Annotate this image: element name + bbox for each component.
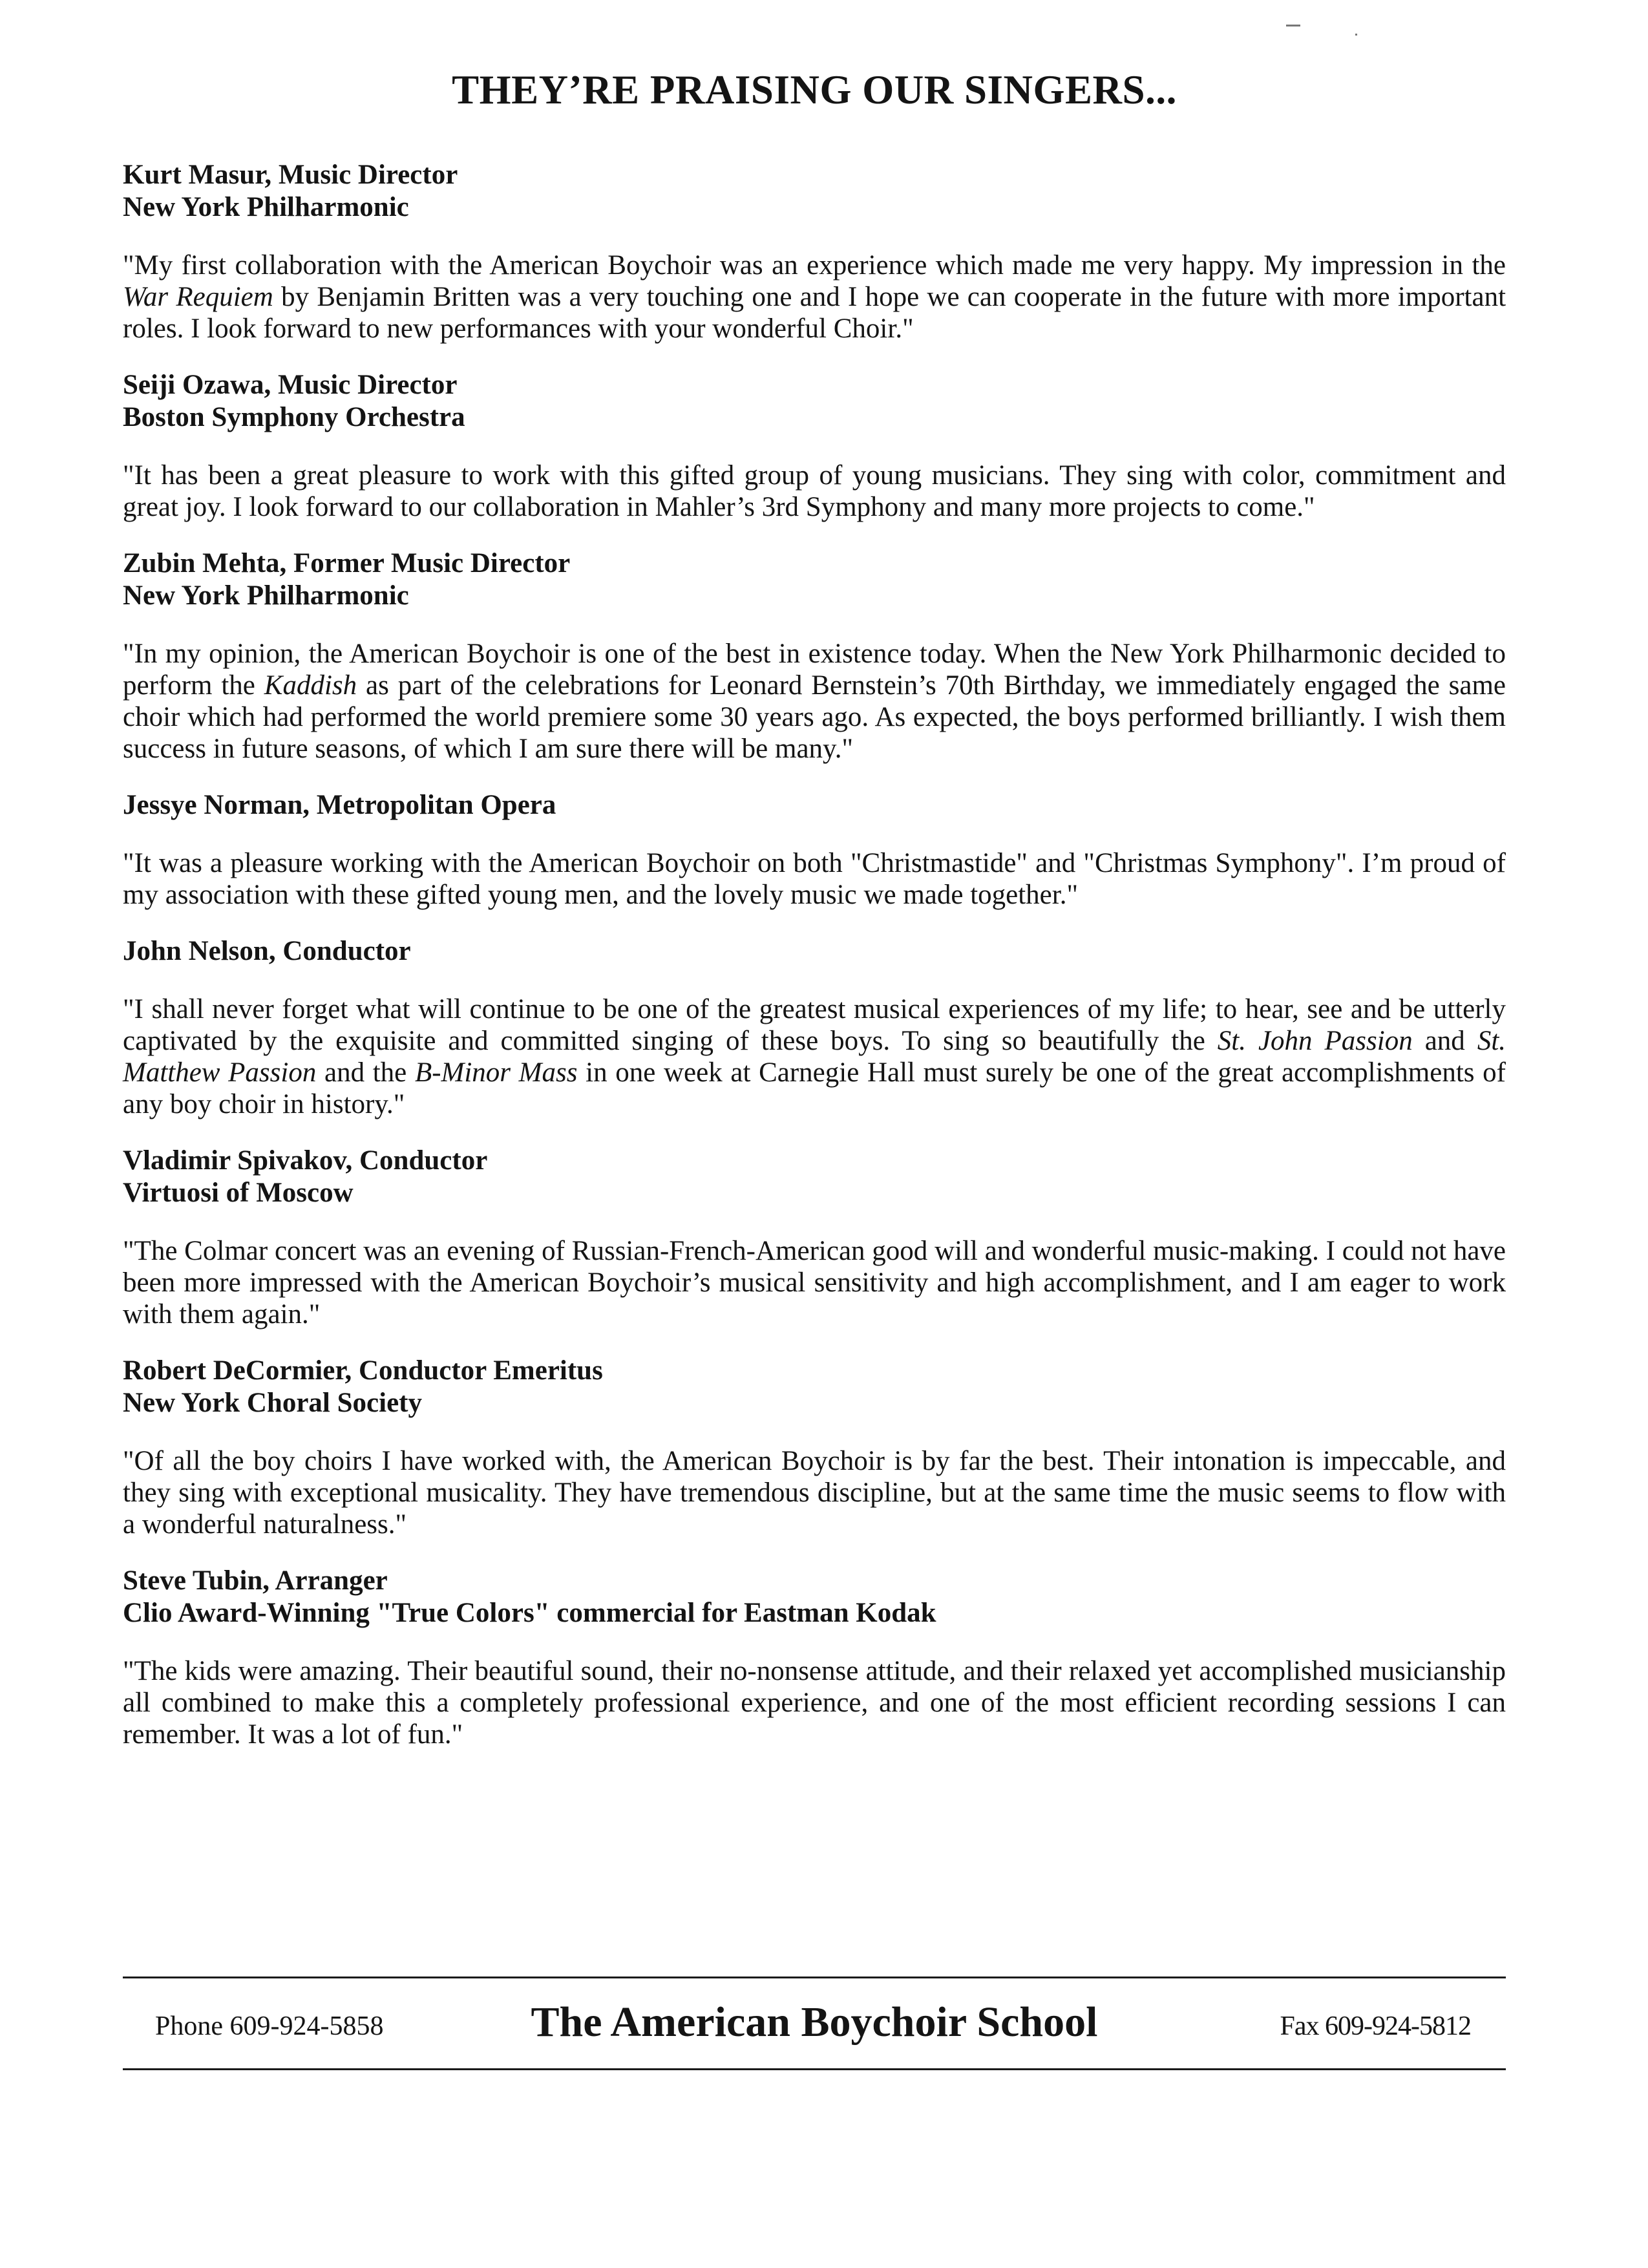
testimonial-quote bbox=[123, 249, 1506, 344]
testimonial bbox=[123, 789, 1506, 911]
footer-top-rule bbox=[123, 1977, 1506, 1978]
quote-italic-title: St. John Passion bbox=[1217, 1026, 1413, 1056]
testimonial-affiliation: Virtuosi of Moscow bbox=[123, 1178, 354, 1208]
testimonial-author: Robert DeCormier, Conductor Emeritus bbox=[123, 1355, 603, 1386]
scan-speck bbox=[1355, 34, 1357, 36]
testimonial bbox=[123, 1145, 1506, 1330]
testimonials-list bbox=[123, 159, 1506, 1775]
quote-text: "In my opinion, the American Boychoir is one of the best in existence today. When the New York Philharmonic decided to perform the bbox=[123, 639, 1506, 701]
testimonial-author: Kurt Masur, Music Director bbox=[123, 160, 458, 190]
testimonial-quote bbox=[123, 1445, 1506, 1540]
footer-school-name: The American Boychoir School bbox=[531, 1998, 1098, 2046]
quote-text: "It was a pleasure working with the American Boychoir on both "Christmastide" and "Christmas Symphony". I’m proud of my association with these gifted young men, and the lovely music we made together." bbox=[123, 848, 1506, 910]
testimonial-author: Seiji Ozawa, Music Director bbox=[123, 370, 458, 400]
quote-italic-title: Kaddish bbox=[264, 670, 357, 701]
footer-fax: Fax 609-924-5812 bbox=[1280, 2011, 1471, 2041]
testimonial-author: Zubin Mehta, Former Music Director bbox=[123, 548, 571, 578]
testimonial-author: Vladimir Spivakov, Conductor bbox=[123, 1145, 488, 1176]
scan-speck bbox=[1286, 25, 1300, 26]
testimonial-affiliation: New York Choral Society bbox=[123, 1388, 422, 1418]
testimonial-affiliation: New York Philharmonic bbox=[123, 580, 409, 611]
testimonial-quote bbox=[123, 460, 1506, 523]
testimonial-quote bbox=[123, 1235, 1506, 1330]
quote-text: "The kids were amazing. Their beautiful sound, their no-nonsense attitude, and their relaxed yet accomplished musicianship all combined to make this a completely professional experience, and one of the most efficient recording sessions I can remember. It was a lot of fun." bbox=[123, 1656, 1506, 1750]
quote-text: "The Colmar concert was an evening of Russian-French-American good will and wonderful music-making. I could not have been more impressed with the American Boychoir’s musical sensitivity and high accomplishment, and I am eager to work with them again." bbox=[123, 1236, 1506, 1330]
testimonial-affiliation: New York Philharmonic bbox=[123, 192, 409, 222]
testimonial-quote bbox=[123, 847, 1506, 911]
footer bbox=[123, 1991, 1506, 2055]
quote-text: "I shall never forget what will continue to be one of the greatest musical experiences of my life; to hear, see and be utterly captivated by the exquisite and committed singing of these boys. To sing so beautifully the bbox=[123, 994, 1506, 1056]
testimonial bbox=[123, 369, 1506, 523]
testimonial-author: John Nelson, Conductor bbox=[123, 936, 411, 966]
quote-italic-title: B-Minor Mass bbox=[414, 1057, 578, 1088]
quote-italic-title: St. Matthew Passion bbox=[123, 1026, 1506, 1088]
quote-italic-title: War Requiem bbox=[123, 282, 273, 312]
testimonial bbox=[123, 935, 1506, 1120]
page-title: THEY’RE PRAISING OUR SINGERS... bbox=[452, 67, 1177, 112]
footer-phone: Phone 609-924-5858 bbox=[155, 2011, 384, 2041]
testimonial-author: Jessye Norman, Metropolitan Opera bbox=[123, 790, 556, 820]
quote-text: "It has been a great pleasure to work with this gifted group of young musicians. They sing with color, commitment and great joy. I look forward to our collaboration in Mahler’s 3rd Symphony and many more projects to come." bbox=[123, 460, 1506, 522]
testimonial-quote bbox=[123, 638, 1506, 765]
testimonial-quote bbox=[123, 993, 1506, 1120]
testimonial-affiliation: Boston Symphony Orchestra bbox=[123, 402, 465, 432]
testimonial-author: Steve Tubin, Arranger bbox=[123, 1565, 388, 1596]
quote-text: and the bbox=[316, 1057, 415, 1088]
quote-text: and bbox=[1412, 1026, 1477, 1056]
testimonial bbox=[123, 547, 1506, 765]
quote-text: as part of the celebrations for Leonard Bernstein’s 70th Birthday, we immediately engaged the same choir which had performed the world premiere some 30 years ago. As expected, the boys performed brilliantly. I wish them success in future seasons, of which I am sure there will be many." bbox=[123, 670, 1506, 764]
testimonial bbox=[123, 159, 1506, 344]
quote-text: "Of all the boy choirs I have worked with, the American Boychoir is by far the best. Their intonation is impeccable, and they sing with exceptional musicality. They have tremendous discipline, but at the same time the music seems to flow with a wonderful naturalness." bbox=[123, 1446, 1506, 1540]
quote-text: by Benjamin Britten was a very touching one and I hope we can cooperate in the future with more important roles. I look forward to new performances with your wonderful Choir." bbox=[123, 282, 1506, 344]
quote-text: "My first collaboration with the American Boychoir was an experience which made me very happy. My impression in the bbox=[123, 250, 1506, 281]
quote-text: in one week at Carnegie Hall must surely be one of the great accomplishments of any boy choir in history." bbox=[123, 1057, 1506, 1119]
testimonial bbox=[123, 1355, 1506, 1540]
footer-bottom-rule bbox=[123, 2068, 1506, 2070]
testimonial-quote bbox=[123, 1655, 1506, 1750]
testimonial-affiliation: Clio Award-Winning "True Colors" commercial for Eastman Kodak bbox=[123, 1598, 936, 1628]
testimonial bbox=[123, 1565, 1506, 1750]
